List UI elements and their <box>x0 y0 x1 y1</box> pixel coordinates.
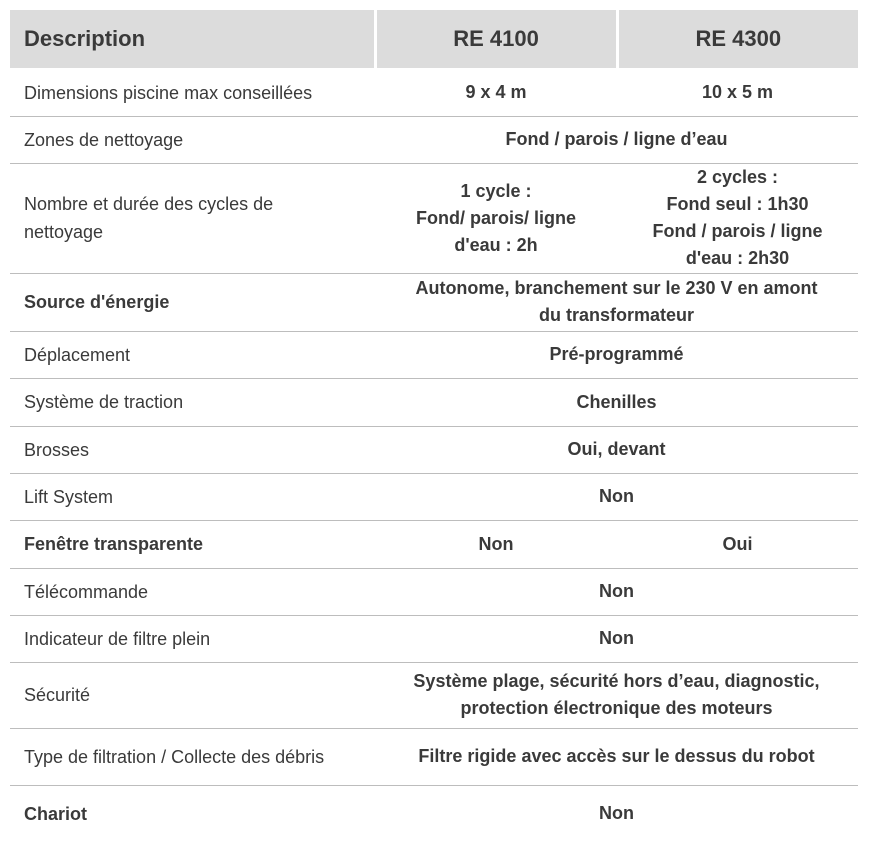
header-row <box>10 10 858 69</box>
row-label: Indicateur de filtre plein <box>10 615 375 662</box>
row-movement <box>10 331 858 378</box>
row-safety <box>10 662 858 728</box>
row-label-line: nettoyage <box>24 222 104 242</box>
row-zones <box>10 116 858 163</box>
value-shared: Non <box>599 803 634 824</box>
header-description: Description <box>10 10 375 69</box>
value-shared: Oui, devant <box>375 426 858 473</box>
spec-table <box>10 10 858 842</box>
row-brushes <box>10 426 858 473</box>
value-re4100: Non <box>375 520 617 568</box>
value-line: 2 cycles : <box>696 167 779 187</box>
header-model-re4300: RE 4300 <box>617 10 858 69</box>
value-re4300: 10 x 5 m <box>617 69 858 116</box>
row-label: Système de traction <box>10 378 375 426</box>
row-label: Télécommande <box>10 568 375 615</box>
row-label: Zones de nettoyage <box>10 116 375 163</box>
value-shared: Fond / parois / ligne d’eau <box>375 116 858 163</box>
value-line: du transformateur <box>538 305 695 325</box>
value-line: Fond / parois / ligne <box>652 221 823 241</box>
row-label: Chariot <box>24 803 87 824</box>
value-shared: Filtre rigide avec accès sur le dessus du robot <box>375 728 858 785</box>
value-line: d'eau : 2h30 <box>685 248 790 268</box>
value-re4300 <box>617 163 858 273</box>
value-re4300: Oui <box>617 520 858 568</box>
row-energy <box>10 273 858 331</box>
row-filter-indicator <box>10 615 858 662</box>
value-re4100: 9 x 4 m <box>375 69 617 116</box>
value-line: Système plage, sécurité hors d’eau, diagnostic, <box>413 671 820 691</box>
row-dimensions <box>10 69 858 116</box>
row-filtration <box>10 728 858 785</box>
row-traction <box>10 378 858 426</box>
row-remote <box>10 568 858 615</box>
row-label: Source d'énergie <box>10 273 375 331</box>
row-label: Brosses <box>10 426 375 473</box>
row-label: Sécurité <box>10 662 375 728</box>
value-shared: Pré-programmé <box>375 331 858 378</box>
header-model-re4100: RE 4100 <box>375 10 617 69</box>
row-label: Type de filtration / Collecte des débris <box>10 728 375 785</box>
row-label: Déplacement <box>10 331 375 378</box>
value-line: Autonome, branchement sur le 230 V en amont <box>415 278 818 298</box>
value-re4100 <box>375 163 617 273</box>
row-label: Dimensions piscine max conseillées <box>10 69 375 116</box>
value-line: protection électronique des moteurs <box>460 698 773 718</box>
row-cycles <box>10 163 858 273</box>
row-lift-system <box>10 473 858 520</box>
value-line: 1 cycle : <box>460 180 532 201</box>
value-line: Fond/ parois/ ligne <box>415 207 576 228</box>
row-trolley <box>10 785 858 842</box>
row-label: Fenêtre transparente <box>10 520 375 568</box>
value-shared: Non <box>375 568 858 615</box>
value-shared <box>375 662 858 728</box>
value-shared: Non <box>375 473 858 520</box>
value-shared: Chenilles <box>375 378 858 426</box>
value-line: d'eau : 2h <box>454 234 538 255</box>
row-window <box>10 520 858 568</box>
row-label-line: Nombre et durée des cycles de <box>24 194 274 214</box>
value-shared <box>375 273 858 331</box>
value-line: Fond seul : 1h30 <box>666 194 809 214</box>
value-shared: Non <box>375 615 858 662</box>
row-label <box>10 163 375 273</box>
row-label: Lift System <box>10 473 375 520</box>
